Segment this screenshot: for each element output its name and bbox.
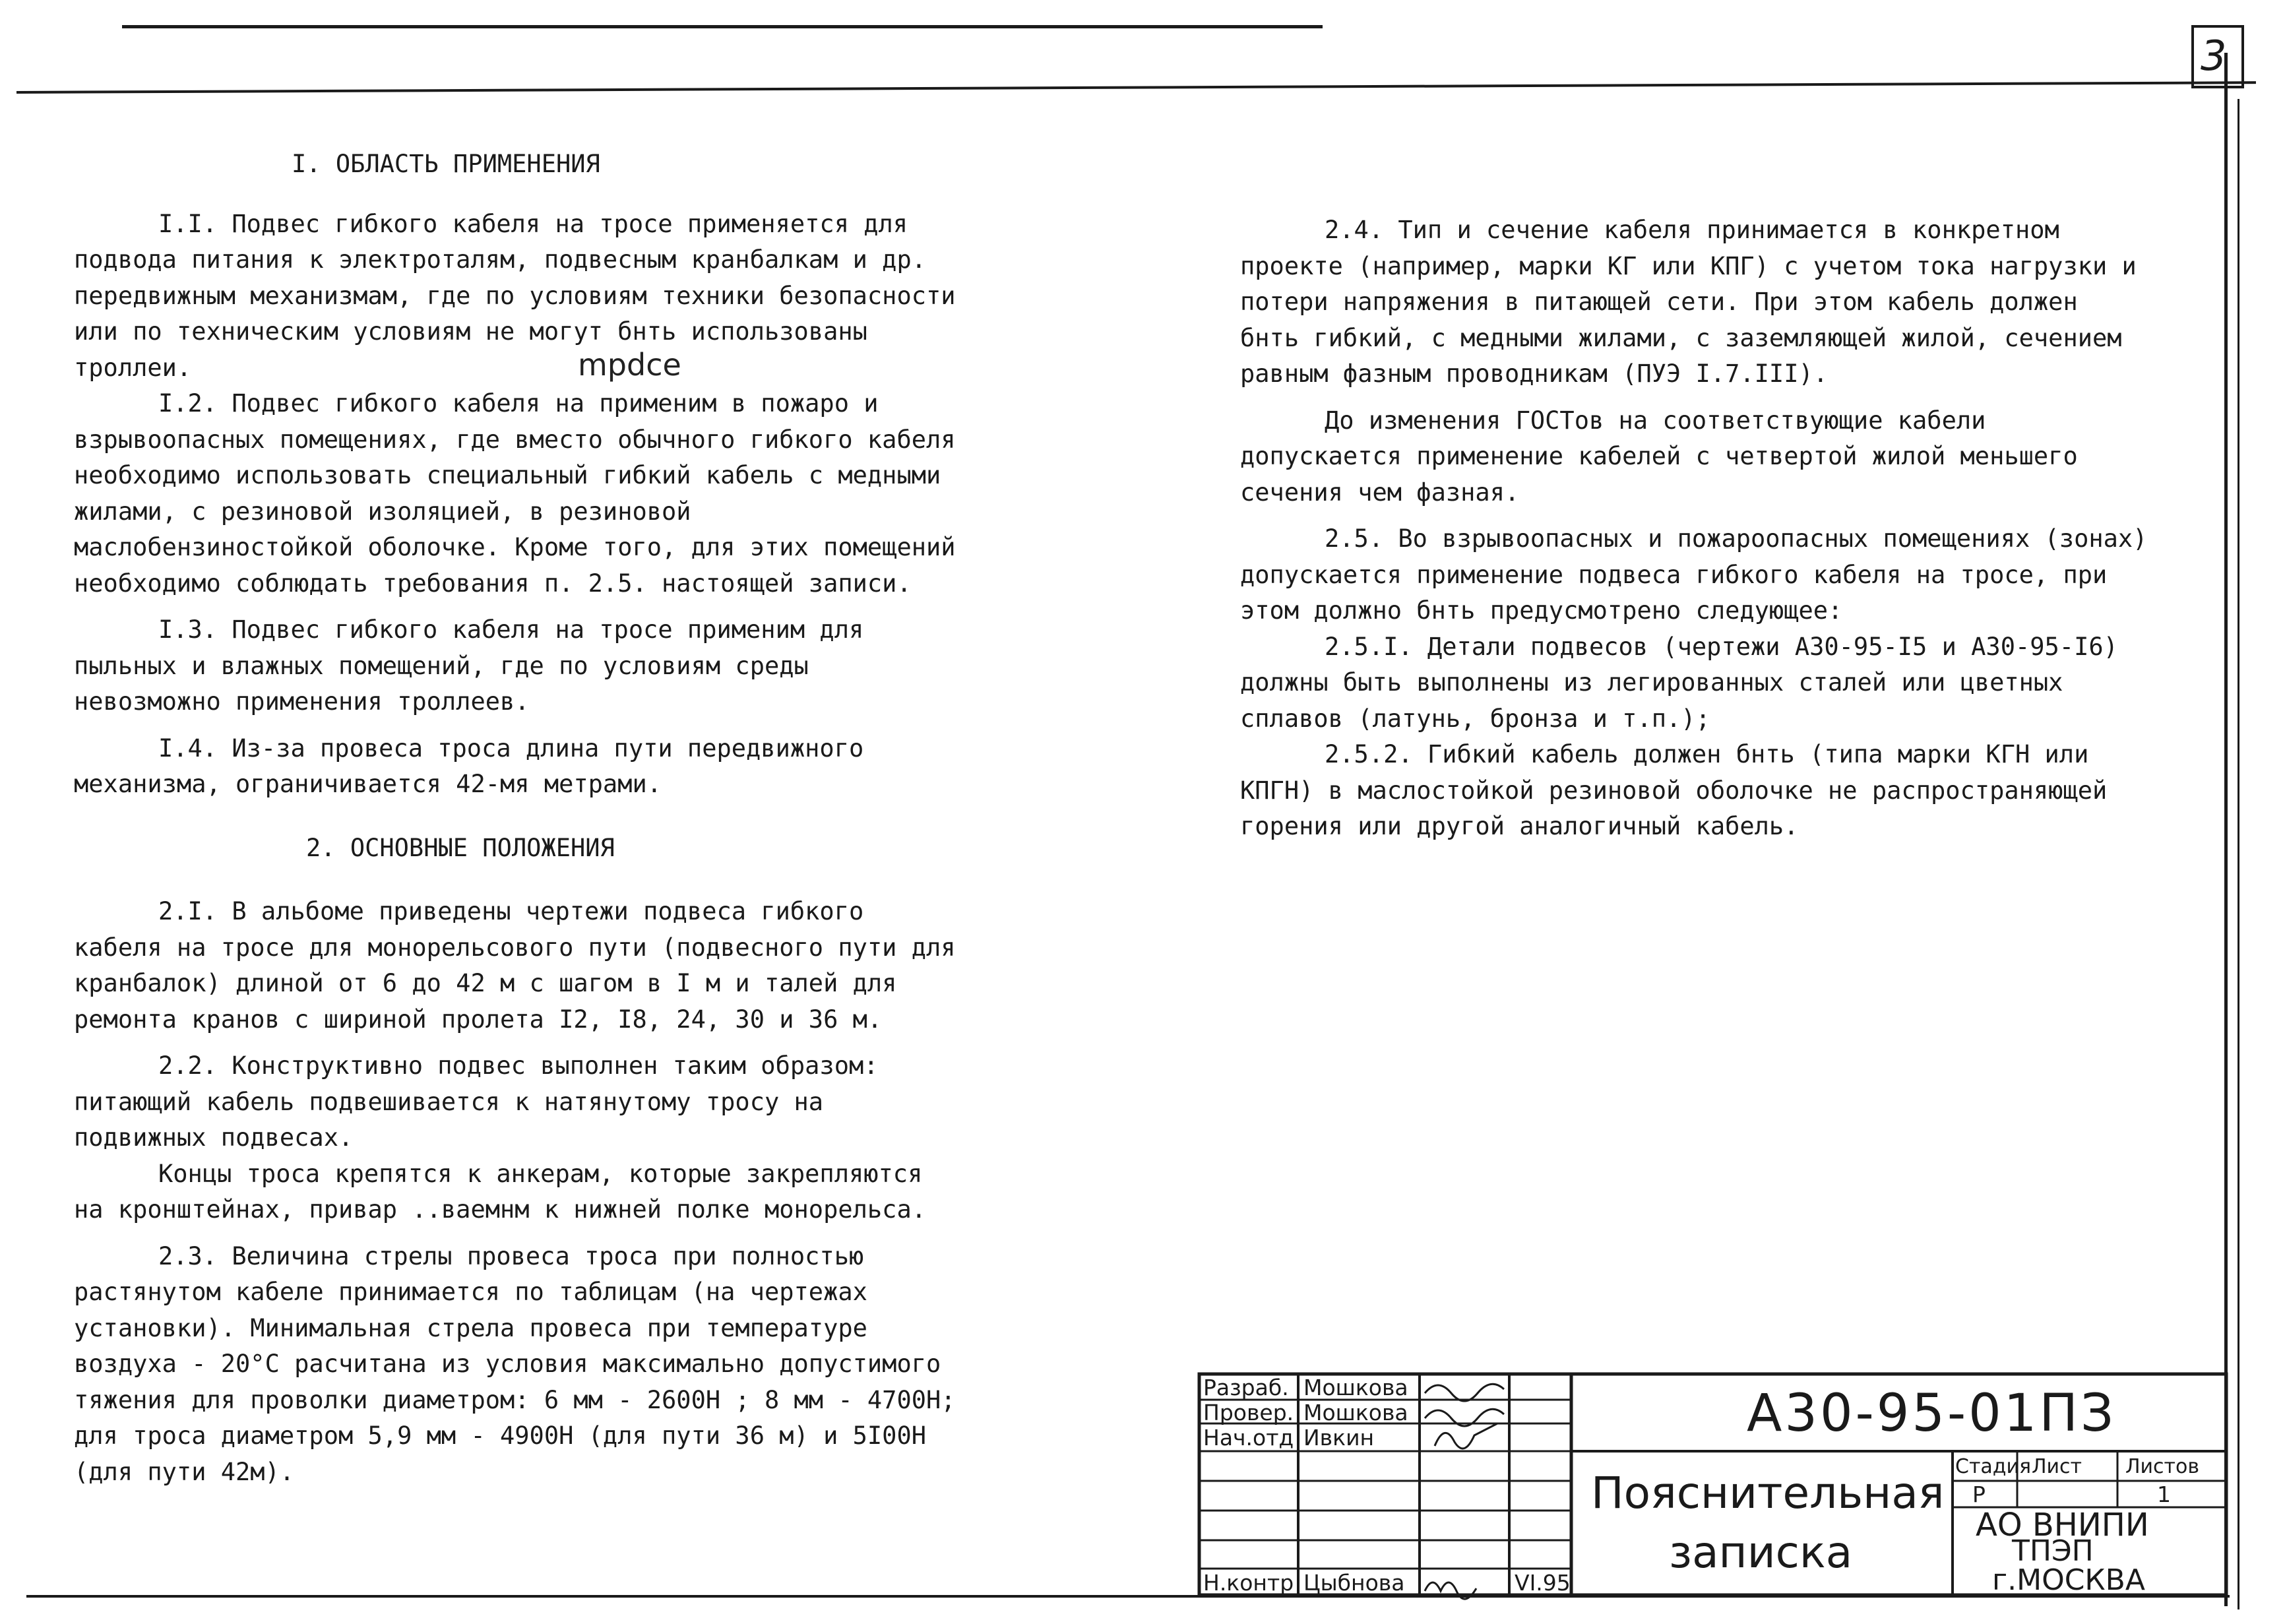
stage-label: Стадия [1955,1455,2032,1478]
para-2-5-1: 2.5.I. Детали подвесов (чертежи А30-95-I5 и А30-95-I6) должны быть выполнены из легированных сталей или цветных сплавов (латунь, бронза и т.п.); [1240,632,2118,733]
organisation-line-2: ТПЭП [2012,1534,2094,1568]
role-head: Нач.отд [1203,1425,1294,1451]
role-checker: Провер. [1203,1400,1294,1425]
para-2-4: 2.4. Тип и сечение кабеля принимается в конкретном проекте (например, марки КГ или КПГ) с учетом тока нагрузки и потери напряжения в питающей сети. При этом кабель должен бнть гибкий, с медными жилами, с заземляющей жилой, сечением равным фазным проводникам (ПУЭ I.7.III). [1240,216,2137,388]
para-1-1: I.I. Подвес гибкого кабеля на тросе применяется для подвода питания к электроталям, подвесным кранбалкам и др. передвижным механизмам, где по условиям техники безопасности или по техническим условиям не могут бнть использованы троллеи. [74,209,956,382]
name-developer: Мошкова [1303,1375,1408,1400]
role-developer: Разраб. [1203,1375,1289,1400]
organisation-line-3: г.МОСКВА [1992,1563,2145,1597]
date: VI.95 [1515,1570,1571,1596]
para-2-2b: Концы троса крепятся к анкерам, которые закрепляются на кронштейнах, привар ..ваемнм к нижней полке монорельса. [74,1159,927,1224]
role-norm-control: Н.контр [1203,1570,1294,1596]
sheet-value: 1 [2157,1482,2171,1507]
page-number: 3 [2201,32,2227,80]
document-title-line-2: записка [1669,1527,1853,1578]
name-head: Ивкин [1303,1425,1375,1451]
stage-value: Р [1972,1482,1986,1507]
para-2-2: 2.2. Конструктивно подвес выполнен таким образом: питающий кабель подвешивается к натянутому тросу на подвижных подвесах. [74,1051,879,1152]
section-2-heading: 2. ОСНОВНЫЕ ПОЛОЖЕНИЯ [306,833,615,862]
handwritten-note: mpdce [578,347,681,383]
sheet-label: Лист [2032,1455,2082,1478]
para-2-5-2: 2.5.2. Гибкий кабель должен бнть (типа марки КГН или КПГН) в маслостойкой резиновой оболочке не распространяющей горения или другой аналогичный кабель. [1240,740,2108,840]
para-2-1: 2.I. В альбоме приведены чертежи подвеса гибкого кабеля на тросе для монорельсового пути (подвесного пути для кранбалок) длиной от 6 до 42 м с шагом в I м и талей для ремонта кранов с шириной пролета I2, I8, 24, 30 и 36 м. [74,897,956,1034]
para-2-4b: До изменения ГОСТов на соответствующие кабели допускается применение кабелей с четвертой жилой меньшего сечения чем фазная. [1240,406,2078,507]
para-1-4: I.4. Из-за провеса троса длина пути передвижного механизма, ограничивается 42-мя метрами. [74,734,864,798]
para-2-5: 2.5. Во взрывоопасных и пожароопасных помещениях (зонах) допускается применение подвеса гибкого кабеля на тросе, при этом должно бнть предусмотрено следующее: [1240,524,2148,625]
sheets-label: Листов [2125,1455,2200,1478]
para-1-2: I.2. Подвес гибкого кабеля на применим в пожаро и взрывоопасных помещениях, где вместо обычного гибкого кабеля необходимо использовать специальный гибкий кабель с медными жилами, с резиновой изоляцией, в резиновой маслобензиностойкой оболочке. Кроме того, для этих помещений необходимо соблюдать требования п. 2.5. настоящей записи. [74,389,956,598]
document-designation: А30-95-01ПЗ [1747,1384,2117,1443]
document-title-line-1: Пояснительная [1591,1468,1945,1518]
name-checker: Мошкова [1303,1400,1408,1425]
organisation-line-1: АО ВНИПИ [1976,1507,2149,1544]
name-norm-control: Цыбнова [1303,1570,1405,1596]
para-2-3: 2.3. Величина стрелы провеса троса при полностью растянутом кабеле принимается по таблицам (на чертежах установки). Минимальная стрела провеса при температуре воздуха - 20°С расчитана из условия максимально допустимого тяжения для проволки диаметром: 6 мм - 2600Н ; 8 мм - 4700Н; для троса диаметром 5,9 мм - 4900Н (для пути 36 м) и 5I00Н (для пути 42м). [74,1241,956,1486]
section-1-heading: I. ОБЛАСТЬ ПРИМЕНЕНИЯ [292,150,600,178]
para-1-3: I.3. Подвес гибкого кабеля на тросе применим для пыльных и влажных помещений, где по условиям среды невозможно применения троллеев. [74,615,864,716]
